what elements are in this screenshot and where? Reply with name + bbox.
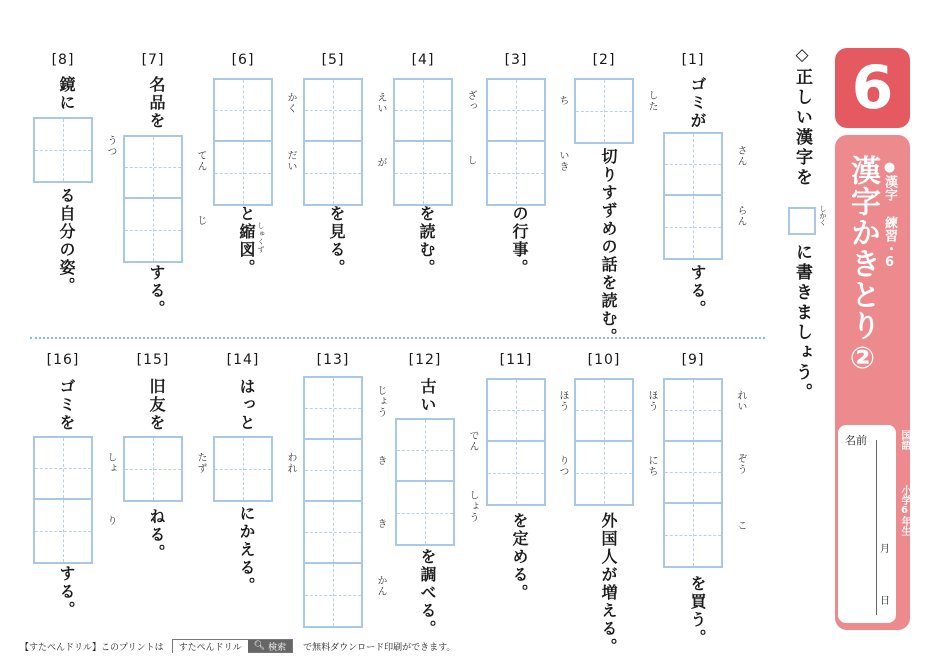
furigana: り [105,515,116,526]
answer-box[interactable] [213,436,273,502]
question-number: [1] [681,52,705,68]
furigana: しゅくず [257,222,265,254]
answer-box[interactable] [663,132,723,260]
furigana: き [375,518,386,529]
answer-box[interactable] [486,378,546,506]
answer-box[interactable] [395,418,455,546]
furigana: ほう [557,390,568,412]
question-bottom-text: 切りすずめの話を読む。 [599,148,618,346]
question-bottom-text: を買う。 [688,575,707,647]
answer-box[interactable] [123,436,183,502]
question-bottom-text: する。 [57,565,76,619]
question-number: [13] [316,352,350,368]
footer-search-label: 検索 [268,642,287,653]
question-number: [7] [141,52,165,68]
furigana: した [646,90,657,112]
answer-box[interactable] [393,78,453,206]
footer [20,638,455,654]
furigana: じ [195,215,206,226]
question-bottom-text: を調べる。 [418,548,437,638]
question-top-text: 名品を [147,76,166,130]
question-bottom-text: ねる。 [147,508,166,562]
furigana: えい [375,92,386,114]
question-bottom-text: を読む。 [417,205,436,277]
subject-label: 国語 [899,430,910,450]
question-number: [15] [136,352,170,368]
month-label: 月 [880,544,890,555]
furigana: にち [646,455,657,477]
row-divider [30,337,765,339]
answer-box[interactable] [33,436,93,564]
question-top-text: 古い [418,378,437,414]
question-number: [9] [681,352,705,368]
furigana: し [465,155,476,166]
footer-search-text: すたぺんドリル [173,640,248,653]
furigana: われ [285,452,296,474]
furigana: かん [375,575,386,597]
footer-search-box[interactable] [172,639,293,653]
question-bottom-text: の行事。 [510,205,529,277]
question-bottom-text: にかえる。 [237,505,256,595]
question-top-text: 旧友を [147,378,166,432]
question-number: [16] [46,352,80,368]
furigana: いき [557,150,568,172]
instruction-suffix: に書きましょう。 [792,243,812,403]
furigana: りつ [557,455,568,477]
answer-box[interactable] [574,378,634,506]
furigana: たず [195,452,206,474]
answer-box[interactable] [574,78,634,144]
question-top-text: はっと [237,378,256,432]
question-number: [10] [587,352,621,368]
instruction-box-furi: しかく [819,205,827,226]
worksheet-category: ●漢字 練習・6 [882,160,897,270]
instruction-text [790,45,815,188]
furigana: さん [735,145,746,167]
furigana: うつ [105,135,116,157]
question-bottom-text: を見る。 [327,205,346,277]
furigana: らん [735,205,746,227]
question-top-text: ゴミが [688,76,707,130]
question-number: [8] [51,52,75,68]
question-number: [6] [231,52,255,68]
furigana: ざっ [465,90,476,112]
furigana: てん [195,150,206,172]
search-icon: 🔍︎ [253,641,266,651]
answer-box[interactable] [213,78,273,206]
answer-box[interactable] [303,78,363,206]
furigana: でん [467,430,478,452]
question-bottom-text: を定める。 [510,512,529,602]
furigana: だい [285,150,296,172]
furigana: き [375,455,386,466]
question-top-text: 鏡に [57,76,76,112]
question-number: [4] [411,52,435,68]
question-number: [2] [592,52,616,68]
question-top-text: ゴミを [57,378,76,432]
question-bottom-text: 外国人が増える。 [599,512,618,656]
question-bottom-text: する。 [147,264,166,318]
furigana: こ [735,520,746,531]
question-number: [5] [321,52,345,68]
furigana: ぞう [735,453,746,475]
question-bottom-text: と縮図。 [237,205,256,277]
furigana: しょ [105,452,116,474]
footer-text-2: で無料ダウンロード印刷ができます。 [303,642,456,653]
footer-search-button[interactable] [248,640,292,652]
worksheet-title: 漢字かきとり② [845,155,880,377]
furigana: ち [557,95,568,106]
question-number: [12] [408,352,442,368]
furigana: かく [285,92,296,114]
question-number: [14] [226,352,260,368]
instruction-prefix: ◇正しい漢字を [792,45,812,188]
answer-box[interactable] [123,135,183,263]
answer-box[interactable] [303,376,363,628]
grade-label: 小学6年生 [899,485,910,536]
furigana: しょう [467,490,478,523]
question-number: [11] [499,352,533,368]
answer-box[interactable] [663,378,723,568]
day-label: 日 [880,596,890,607]
question-bottom-text: る自分の姿。 [57,187,76,295]
footer-text-1: 【すたぺんドリル】このプリントは [20,642,164,653]
furigana: れい [735,390,746,412]
question-number: [3] [504,52,528,68]
name-line [876,440,877,615]
question-bottom-text: する。 [688,264,707,318]
instruction-box [788,207,816,235]
name-label: 名前 [845,434,867,447]
worksheet-number-badge: 6 [835,48,910,128]
furigana: ほう [646,390,657,412]
furigana: じょう [375,385,386,418]
furigana: が [375,157,386,168]
answer-box[interactable] [486,78,546,206]
answer-box[interactable] [33,117,93,183]
